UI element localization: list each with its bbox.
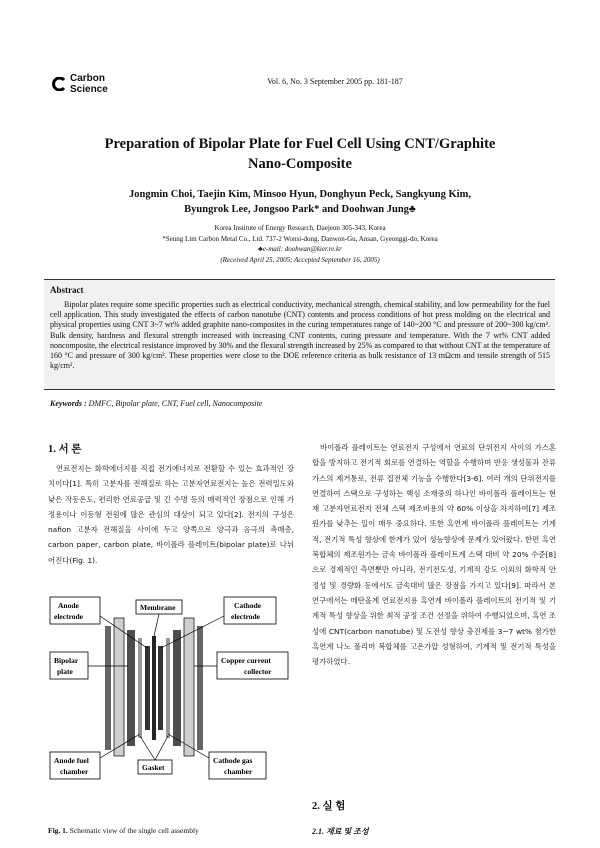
received-dates: (Received April 25, 2005; Accepted September 16, 2005) <box>220 255 380 264</box>
membrane-label: Membrane <box>140 603 176 612</box>
bipolar-label-2: plate <box>57 667 73 676</box>
authors-line-2: Byungrok Lee, Jongsoo Park* and Doohwan Jung♣ <box>184 204 416 215</box>
anode-fuel-label-2: chamber <box>60 767 89 776</box>
membrane-layer <box>152 636 156 740</box>
affiliation-2: *Seung Lim Carbon Metal Co., Ltd. 737-2 Wonsi-dong, Danwon-Gu, Ansan, Gyeonggi-do, Korea <box>162 234 438 243</box>
paper-title <box>60 134 540 174</box>
bipolar-plate-left <box>127 630 135 746</box>
intro-paragraph-1: 연료전지는 화학에너지를 직접 전기에너지로 전환할 수 있는 효과적인 장치이다[1]. 특히 고분자를 전해질로 하는 고분자연료전지는 높은 전력밀도와 낮은 작동온도, 편리한 연료공급 및 긴 수명 등의 매력적인 장점으로 인해 가정용이나 이동형 전원에 많은 관심의 대상이 되고 있다[2]. 전지의 구성은 nafion 고분자 전해질을 사이에 두고 양쪽으로 양극과 음극의 촉매층, carbon paper, carbon plate, 바이폴라 플레이트(bipolar plate)로 나뉘어진다(Fig. 1). <box>48 464 294 565</box>
anode-layer <box>145 646 150 730</box>
gasket-label: Gasket <box>142 763 165 772</box>
copper-plate-right <box>184 618 194 756</box>
journal-info: Vol. 6, No. 3 September 2005 pp. 181-187 <box>267 77 403 86</box>
cathode-gas-label-2: chamber <box>224 767 253 776</box>
bipolar-plate-right <box>173 630 181 746</box>
affiliations <box>60 223 540 265</box>
logo-line-1: Carbon <box>70 73 105 84</box>
keywords-label: Keywords : <box>50 399 87 408</box>
gasket-left <box>138 638 142 738</box>
copper-label-1: Copper current <box>221 656 271 665</box>
caption-label: Fig. 1. <box>48 826 68 835</box>
section-2-1-heading: 2.1. 재료 및 조성 <box>312 827 369 836</box>
single-cell-diagram <box>48 586 298 806</box>
abstract-heading: Abstract <box>50 285 84 295</box>
author-list <box>70 187 530 217</box>
authors-line-1: Jongmin Choi, Taejin Kim, Minsoo Hyun, Donghyun Peck, Sangkyung Kim, <box>129 189 471 200</box>
cathode-gas-label-1: Cathode gas <box>213 756 253 765</box>
cell-stack <box>105 618 203 756</box>
end-plate-left <box>105 626 111 750</box>
intro-paragraph-2: 바이폴라 플레이트는 연료전지 구성에서 연료의 단위전지 사이의 가스혼합을 방지하고 전기적 회로를 연결하는 역할을 수행하며 반응 생성물과 잔류가스의 제거통로, 전류 집전체 기능을 수행한다[3-6]. 여러 개의 단위전지를 연결하여 스택으로 구성하는 핵심 소재중의 하나인 바이폴라 플레이트는 현재 고분자연료전지 전체 스택 제조비용의 약 60% 이상을 차지하여[7] 제조원가를 낮추는 일이 매우 중요하다. 또한 흑연계 바이폴라 플레이트는 기계적, 전기적 특성 향상에 한계가 있어 성능향상에 문제가 있어왔다. 한편 흑연 복합체의 제조원가는 금속 바이폴라 플레이트계 스택 대비 약 20% 수준[8]으로 경제적인 측면뿐만 아니라, 전기전도성, 기계적 강도 이외의 화학적 안정성 및 경량화 등에서도 금속대비 많은 장점을 가지고 있다[9]. 따라서 본 연구에서는 메탄올계 연료전지용 흑연계 바이폴라 플레이트의 전기적 및 기계적 특성 향상을 위한 최적 공정 조건 선정을 위하여 수행되었으며, 흑연 조성에 CNT(carbon nanotube) 및 도전성 향상 충진제를 3~7 wt% 첨가한 흑연계 나노 폴리머 복합체를 고온가압 성형하여, 기계적 및 전기적 특성을 평가하였다. <box>312 443 556 667</box>
end-plate-right <box>197 626 203 750</box>
copper-plate-left <box>114 618 124 756</box>
anode-electrode-label-1: Anode <box>58 601 79 610</box>
cathode-electrode-label-2: electrode <box>231 612 261 621</box>
title-line-2: Nano-Composite <box>248 156 352 172</box>
anode-electrode-label-2: electrode <box>54 612 84 621</box>
cathode-layer <box>158 646 163 730</box>
logo-line-2: Science <box>70 84 108 95</box>
gasket-right <box>166 638 170 738</box>
keywords-text: DMFC, Bipolar plate, CNT, Fuel cell, Nanocomposite <box>86 399 263 408</box>
section-1-heading: 1. 서 론 <box>48 444 82 455</box>
section-2-heading: 2. 실 험 <box>312 801 346 812</box>
figure-1-caption <box>48 826 199 835</box>
copper-label-2: collector <box>244 667 272 676</box>
cathode-electrode-label-1: Cathode <box>234 601 262 610</box>
corresponding-email: ♣e-mail: doohwan@kier.re.kr <box>258 245 342 253</box>
keywords <box>50 399 262 408</box>
abstract-text: Bipolar plates require some specific properties such as electrical conductivity, mechanical strength, chemical stability, and low permeability for the fuel cell application. This study investigated the effects of carbon nanotube (CNT) contents and process conditions of hot press molding on the electrical and physical properties using CNT 3~7 wt% added graphite nano-composites in the curing temperatures range of 140~200 °C and pressure of 200~300 kg/cm². Bulk density, hardness and flexural strength increased with increasing CNT contents, curing pressure and temperature. With the 7 wt% CNT added noncomposite, the electrical resistance improved by 30% and the flexural strength increased by 25% as compared to that without CNT at the temperature of 160 °C and pressure of 300 kg/cm². These properties were close to the DOE reference criteria as bulk resistance of 13 mΩcm and tensile strength of 515 kg/cm². <box>50 300 550 371</box>
caption-text: Schematic view of the single cell assembly <box>67 826 199 835</box>
title-line-1: Preparation of Bipolar Plate for Fuel Cell Using CNT/Graphite <box>104 136 496 152</box>
anode-fuel-label-1: Anode fuel <box>54 756 89 765</box>
affiliation-1: Korea Institute of Energy Research, Daejeon 305-343, Korea <box>214 224 386 232</box>
bipolar-label-1: Bipolar <box>54 656 79 665</box>
